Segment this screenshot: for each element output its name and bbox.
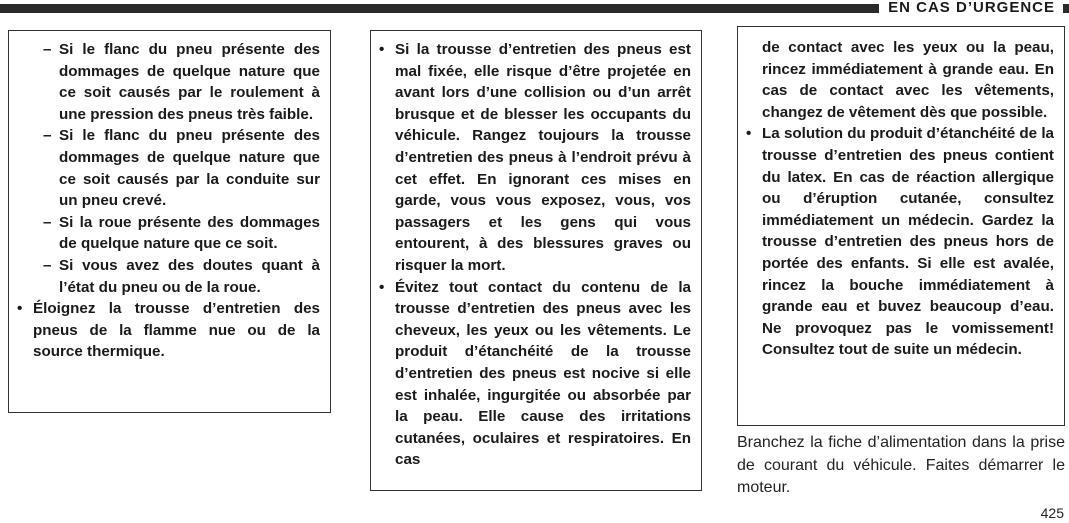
list-item: [17, 39, 320, 125]
bullet-list: [17, 298, 320, 363]
list-item-text: Si le flanc du pneu présente des dommages de quelque nature que ce soit causés par le roulement à une pression des pneus très faible.: [59, 41, 320, 123]
header-rule: [0, 4, 879, 13]
list-item: [17, 212, 320, 255]
list-item: [17, 298, 320, 363]
dash-mark: –: [43, 41, 52, 58]
body-paragraph: Branchez la fiche d’alimentation dans la prise de courant du véhicule. Faites démarrer le moteur.: [737, 434, 1065, 496]
list-item: [379, 39, 691, 277]
warning-box-right: [737, 26, 1065, 426]
bullet-mark: •: [746, 125, 752, 143]
bullet-list: [746, 123, 1054, 361]
dash-list: [17, 39, 320, 298]
page-header: [0, 0, 1069, 16]
list-item-text: Éloignez la trousse d’entretien des pneus de la flamme nue ou de la source thermique.: [33, 300, 320, 361]
dash-mark: –: [43, 127, 52, 145]
list-item-text: Évitez tout contact du contenu de la trousse d’entretien des pneus avec les cheveux, les yeux ou les vêtements. Le produit d’étanchéité de la trousse d’entretien des pneus est nocive si elle est inhalée, ingurgitée ou absorbée par la peau. Elle cause des irritations cutanées, oculaires et respiratoires. En cas: [395, 278, 691, 469]
bullet-mark: •: [379, 41, 385, 58]
list-item: [17, 125, 320, 211]
page-number: 425: [1040, 505, 1064, 521]
warning-box-left: [8, 30, 331, 413]
warning-box-middle: [370, 30, 702, 491]
bullet-mark: •: [379, 278, 385, 296]
list-item-text: Si le flanc du pneu présente des dommages de quelque nature que ce soit causés par la conduite sur un pneu crevé.: [59, 127, 320, 210]
list-item: [746, 123, 1054, 361]
list-item-text: Si la roue présente des dommages de quelque nature que ce soit.: [59, 213, 320, 253]
dash-mark: –: [43, 256, 52, 274]
list-item-text: Si la trousse d’entretien des pneus est mal fixée, elle risque d’être projetée en avant lors d’une collision ou d’un arrêt brusque et de blesser les occupants du véhicule. Rangez toujours la trousse d’entretien des pneus à l’endroit prévu à cet effet. En ignorant ces mises en garde, vous vous exposez, vous, vos passagers et les gens qui vous entourent, à des blessures graves ou risquer la mort.: [395, 41, 691, 274]
list-item: [379, 277, 691, 471]
continued-text: de contact avec les yeux ou la peau, rincez immédiatement à grande eau. En cas de contact avec les vêtements, changez de vêtement dès que possible.: [762, 39, 1054, 121]
bullet-mark: •: [17, 300, 23, 318]
header-rule-tail: [1063, 4, 1069, 13]
dash-mark: –: [43, 213, 52, 231]
list-item: [17, 255, 320, 298]
section-title: EN CAS D’URGENCE: [882, 0, 1061, 16]
list-item-text: La solution du produit d’étanchéité de la trousse d’entretien des pneus contient du latex. En cas de réaction allergique ou d’éruption cutanée, consultez immédiatement un médecin. Gardez la trousse d’entretien des pneus hors de portée des enfants. Si elle est avalée, rincez la bouche immédiatement à grande eau et buvez beaucoup d’eau. Ne provoquez pas le vomissement! Consultez tout de suite un médecin.: [762, 125, 1054, 359]
list-item-text: Si vous avez des doutes quant à l’état du pneu ou de la roue.: [59, 256, 320, 296]
bullet-list: [379, 39, 691, 471]
